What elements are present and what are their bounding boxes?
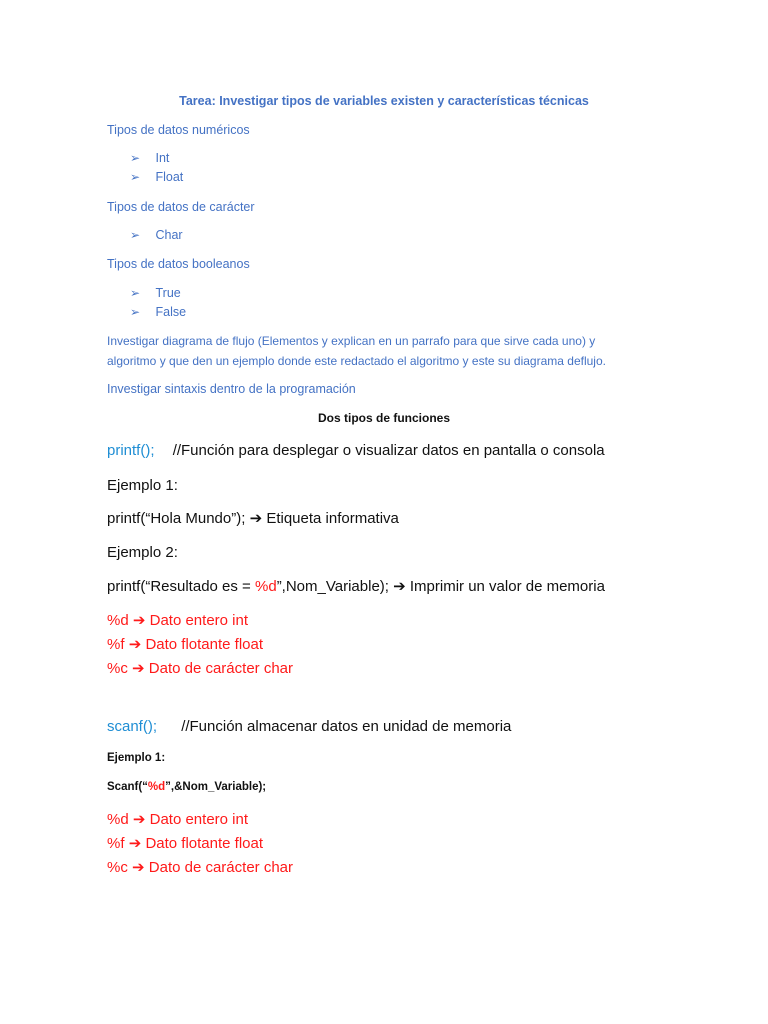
code-text: ”,Nom_Variable); (276, 578, 389, 595)
format-desc: Dato flotante float (145, 636, 264, 653)
format-row (107, 860, 293, 875)
format-row (107, 661, 293, 676)
code-text: printf(“Hola Mundo”); (107, 510, 246, 527)
list-item (130, 171, 183, 184)
right-arrow-icon: ➔ (393, 578, 406, 595)
section-subtitle: Dos tipos de funciones (317, 411, 450, 425)
right-arrow-icon: ➔ (128, 835, 142, 852)
list-item-label: True (155, 286, 181, 300)
format-code: %c (107, 660, 128, 677)
format-desc: Dato de carácter char (148, 660, 294, 677)
code-text: ”,&Nom_Variable); (165, 781, 267, 793)
example-label: Ejemplo 1: (107, 477, 178, 494)
list-item-label: Char (155, 228, 183, 242)
right-arrow-icon: ➔ (249, 510, 263, 527)
example-code (107, 782, 266, 794)
code-description: Etiqueta informativa (266, 510, 399, 527)
list-item (130, 306, 186, 319)
heading-boolean: Tipos de datos booleanos (107, 257, 250, 271)
list-item (130, 287, 181, 300)
chevron-right-icon: ➢ (130, 151, 141, 165)
format-row (107, 812, 248, 827)
function-name: scanf(); (107, 718, 158, 735)
heading-numeric: Tipos de datos numéricos (107, 123, 250, 137)
page-title: Tarea: Investigar tipos de variables existen y características técnicas (179, 94, 589, 108)
printf-definition (107, 443, 605, 458)
function-comment: //Función almacenar datos en unidad de memoria (181, 718, 512, 735)
list-item (130, 229, 183, 242)
right-arrow-icon: ➔ (132, 660, 145, 677)
right-arrow-icon: ➔ (132, 859, 145, 876)
right-arrow-icon: ➔ (128, 636, 142, 653)
function-name: printf(); (107, 442, 155, 459)
list-item-label: Int (155, 151, 170, 165)
list-item-label: Float (155, 170, 184, 184)
format-desc: Dato flotante float (145, 835, 264, 852)
example-code (107, 579, 605, 594)
format-code: %d (107, 811, 129, 828)
scanf-definition (107, 719, 511, 734)
function-comment: //Función para desplegar o visualizar datos en pantalla o consola (172, 442, 605, 459)
format-code: %f (107, 835, 125, 852)
format-desc: Dato entero int (149, 612, 249, 629)
format-code: %d (107, 612, 129, 629)
format-specifier: %d (147, 781, 166, 793)
example-label: Ejemplo 2: (107, 544, 178, 561)
paragraph-line: algoritmo y que den un ejemplo donde este redactado el algoritmo y este su diagrama deflujo. (107, 354, 606, 368)
heading-character: Tipos de datos de carácter (107, 200, 255, 214)
format-specifier: %d (255, 578, 277, 595)
code-text: printf(“Resultado es = (107, 578, 255, 595)
format-row (107, 836, 263, 851)
format-code: %c (107, 859, 128, 876)
right-arrow-icon: ➔ (132, 811, 146, 828)
chevron-right-icon: ➢ (130, 305, 141, 319)
example-label: Ejemplo 1: (107, 752, 166, 764)
format-row (107, 613, 248, 628)
chevron-right-icon: ➢ (130, 228, 141, 242)
list-item (130, 152, 169, 165)
paragraph-line: Investigar diagrama de flujo (Elementos y explican en un parrafo para que sirve cada uno) y (107, 334, 596, 348)
format-row (107, 637, 263, 652)
syntax-line: Investigar sintaxis dentro de la programación (107, 382, 356, 396)
format-desc: Dato de carácter char (148, 859, 294, 876)
format-code: %f (107, 636, 125, 653)
code-description: Imprimir un valor de memoria (409, 578, 605, 595)
example-code (107, 511, 399, 526)
list-item-label: False (155, 305, 187, 319)
chevron-right-icon: ➢ (130, 170, 141, 184)
chevron-right-icon: ➢ (130, 286, 141, 300)
code-text: Scanf(“ (107, 781, 148, 793)
right-arrow-icon: ➔ (132, 612, 146, 629)
format-desc: Dato entero int (149, 811, 249, 828)
